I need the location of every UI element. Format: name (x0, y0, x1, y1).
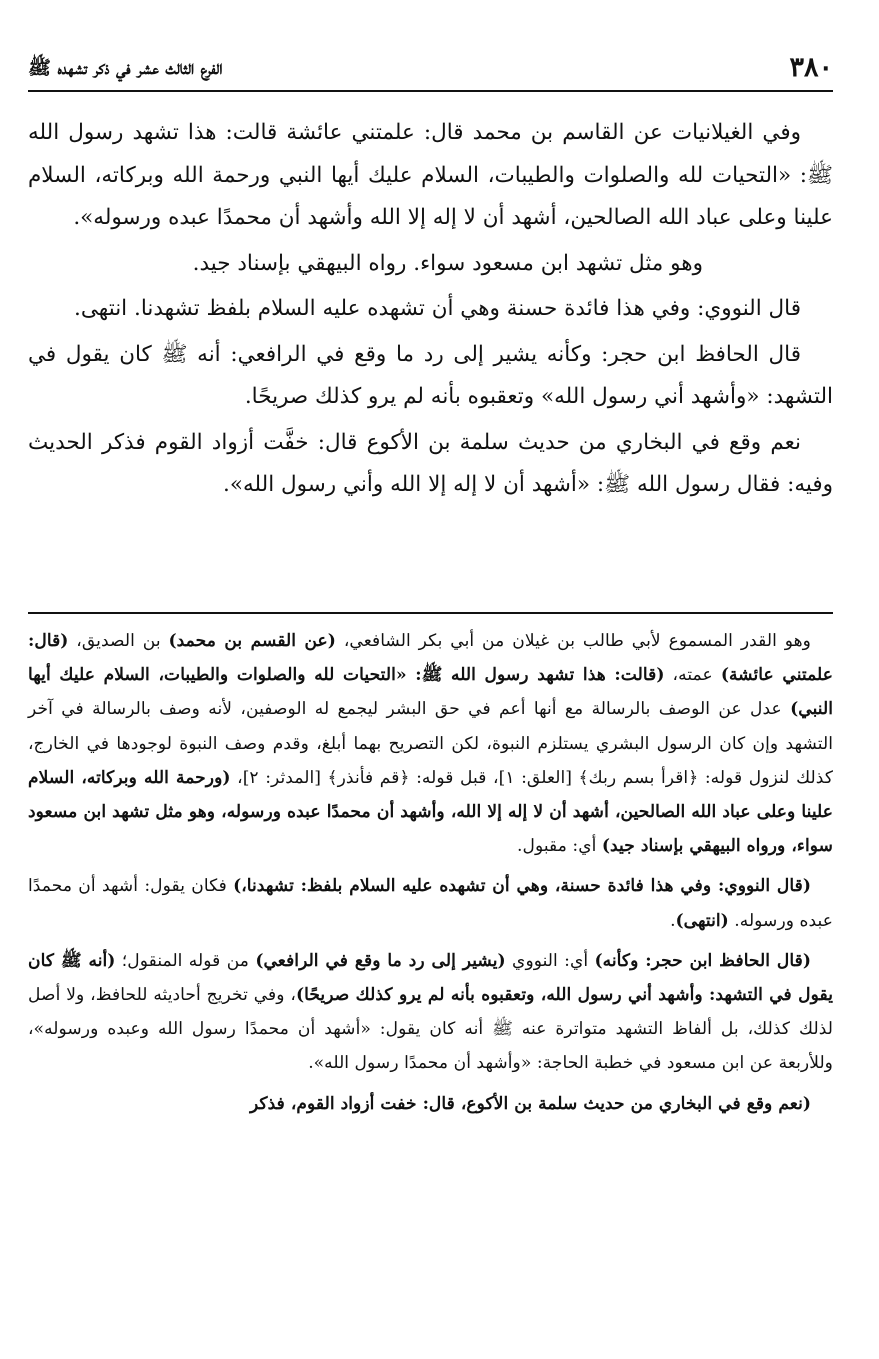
commentary-paragraph (28, 1087, 833, 1121)
quoted-text: (قالت: هذا تشهد رسول الله ﷺ: «التحيات لله والصلوات والطيبات، السلام عليك أيها النبي) (28, 665, 833, 720)
main-paragraph: نعم وقع في البخاري من حديث سلمة بن الأكوع قال: خفَّت أزواد القوم فذكر الحديث وفيه: فقال رسول الله ﷺ: «أشهد أن لا إله إلا الله وأني رسول الله». (28, 429, 833, 497)
running-title: الفرع الثالث عشر في ذكر تشهده ﷺ (28, 57, 223, 79)
commentary-paragraph (28, 624, 833, 863)
commentary-text: بن الصديق، (68, 631, 169, 651)
commentary (28, 624, 833, 1121)
commentary-text: أي: النووي (505, 950, 595, 971)
quoted-text: (نعم وقع في البخاري من حديث سلمة بن الأكوع، قال: خفت أزواد القوم، فذكر (249, 1093, 811, 1114)
quoted-text: (أنه ﷺ كان يقول في التشهد: وأشهد أني رسول الله، وتعقبوه بأنه لم يرو كذلك صريحًا) (28, 950, 833, 1006)
main-text (28, 112, 833, 507)
commentary-text: عمته، (664, 665, 721, 686)
quoted-text: (ورحمة الله وبركاته، السلام علينا وعلى عباد الله الصالحين، أشهد أن لا إله إلا الله، وأشهد أن محمدًا عبده ورسوله، وهو مثل تشهد ابن مسعود سواء، ورواه البيهقي بإسناد جيد) (28, 767, 833, 857)
main-paragraph: قال النووي: وفي هذا فائدة حسنة وهي أن تشهده عليه السلام بلفظ تشهدنا. انتهى. (74, 296, 801, 321)
commentary-text: ، وفي تخريج أحاديثه للحافظ، ولا أصل لذلك كذلك، بل ألفاظ التشهد متواترة عنه ﷺ أنه كان يقول: «أشهد أن محمدًا رسول الله وعبده ورسوله»، وللأربعة عن ابن مسعود في خطبة الحاجة: «وأشهد أن محمدًا رسول الله». (28, 985, 833, 1074)
commentary-paragraph (28, 944, 833, 1081)
page-number: ٣٨٠ (789, 52, 833, 83)
commentary-text: وهو القدر المسموع لأبي طالب بن غيلان من أبي بكر الشافعي، (335, 631, 811, 651)
running-header (28, 50, 833, 92)
main-paragraph: قال الحافظ ابن حجر: وكأنه يشير إلى رد ما وقع في الرافعي: أنه ﷺ كان يقول في التشهد: «وأشهد أني رسول الله» وتعقبوه بأنه لم يرو كذلك صريحًا. (28, 341, 833, 409)
quoted-text: (قال: علمتني عائشة) (28, 631, 833, 686)
commentary-paragraph (28, 869, 833, 937)
quoted-text: (قال النووي: وفي هذا فائدة حسنة، وهي أن تشهده عليه السلام بلفظ: تشهدنا،) (233, 876, 811, 897)
commentary-text: . (670, 910, 676, 931)
commentary-text: أي: مقبول. (517, 836, 602, 857)
commentary-text: من قوله المنقول؛ (115, 950, 256, 971)
main-paragraph: وهو مثل تشهد ابن مسعود سواء. رواه البيهقي بإسناد جيد. (192, 250, 703, 276)
main-paragraph: وفي الغيلانيات عن القاسم بن محمد قال: علمتني عائشة قالت: هذا تشهد رسول الله ﷺ: «التحيات لله والصلوات والطيبات، السلام عليك أيها النبي ورحمة الله وبركاته، السلام علينا وعلى عباد الله الصالحين، أشهد أن لا إله إلا الله وأشهد أن محمدًا عبده ورسوله». (28, 120, 833, 230)
separator-line (28, 612, 833, 614)
commentary-text: فكان يقول: أشهد أن محمدًا عبده ورسوله. (28, 876, 833, 931)
quoted-text: (قال الحافظ ابن حجر: وكأنه) (594, 950, 811, 971)
commentary-text: عدل عن الوصف بالرسالة مع أنها أعم في حق البشر ليجمع له الوصفين، لأنه وصف بالرسالة في آخر التشهد وإن كان الرسول البشري يستلزم النبوة، لكن التصريح بهما أبلغ، وقدم وصف النبوة لوجودها في الخارج، كذلك لنزول قوله: ﴿اقرأ بسم ربك﴾ [العلق: ١]، قبل قوله: ﴿قم فأنذر﴾ [المدثر: ٢]، (28, 699, 834, 788)
quoted-text: (عن القسم بن محمد) (168, 631, 336, 651)
quoted-text: (انتهى) (675, 910, 729, 931)
quoted-text: (يشير إلى رد ما وقع في الرافعي) (255, 950, 506, 971)
